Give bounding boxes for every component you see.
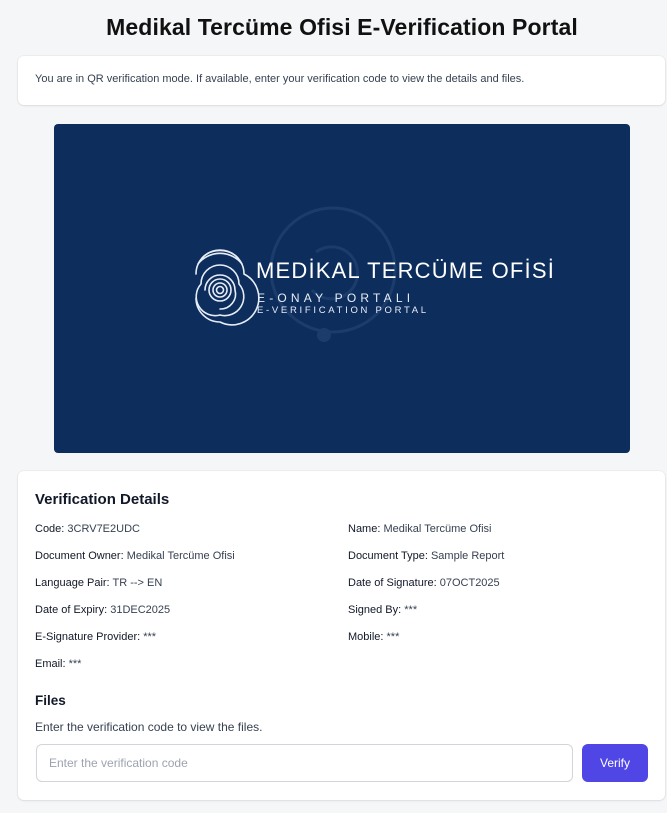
brand-name: MEDİKAL TERCÜME OFİSİ xyxy=(256,258,556,283)
field-document-owner xyxy=(35,550,235,562)
field-mobile xyxy=(348,631,399,643)
brand-subtitle-en: E-VERIFICATION PORTAL xyxy=(257,305,429,316)
field-value: *** xyxy=(404,604,418,616)
field-value: 3CRV7E2UDC xyxy=(67,523,140,535)
field-label: Code: xyxy=(35,523,65,535)
field-label: Date of Expiry: xyxy=(35,604,108,616)
field-code xyxy=(35,523,140,535)
field-document-type xyxy=(348,550,504,562)
field-label: E-Signature Provider: xyxy=(35,631,141,643)
field-signed-by xyxy=(348,604,417,616)
field-date-of-signature xyxy=(348,577,500,589)
field-value: 31DEC2025 xyxy=(110,604,171,616)
field-value: Medikal Tercüme Ofisi xyxy=(126,550,235,562)
field-label: Document Type: xyxy=(348,550,428,562)
qr-mode-notice xyxy=(18,56,665,105)
field-label: Signed By: xyxy=(348,604,402,616)
field-value: *** xyxy=(68,658,82,670)
field-label: Mobile: xyxy=(348,631,384,643)
field-date-of-expiry xyxy=(35,604,170,616)
field-email xyxy=(35,658,81,670)
files-title: Files xyxy=(35,693,66,708)
brand-subtitle-tr: E-ONAY PORTALI xyxy=(257,291,415,305)
field-label: Date of Signature: xyxy=(348,577,437,589)
field-label: Name: xyxy=(348,523,381,535)
field-value: Medikal Tercüme Ofisi xyxy=(383,523,492,535)
verification-code-input[interactable] xyxy=(36,744,573,782)
field-label: Language Pair: xyxy=(35,577,110,589)
page-title: Medikal Tercüme Ofisi E-Verification Portal xyxy=(106,14,578,40)
field-value: *** xyxy=(143,631,157,643)
verify-button[interactable]: Verify xyxy=(582,744,648,782)
field-name xyxy=(348,523,491,535)
verification-details-card xyxy=(18,471,665,800)
field-value: 07OCT2025 xyxy=(439,577,500,589)
field-language-pair xyxy=(35,577,162,589)
files-hint: Enter the verification code to view the files. xyxy=(35,720,263,734)
field-e-signature-provider xyxy=(35,631,156,643)
banner-graphics xyxy=(54,124,630,453)
fingerprint-icon xyxy=(196,250,259,325)
notice-text: You are in QR verification mode. If available, enter your verification code to view the details and files. xyxy=(35,73,525,85)
field-label: Email: xyxy=(35,658,66,670)
verification-details-title: Verification Details xyxy=(35,491,170,508)
portal-banner xyxy=(54,124,630,453)
field-value: Sample Report xyxy=(430,550,505,562)
field-value: TR --> EN xyxy=(112,577,163,589)
field-label: Document Owner: xyxy=(35,550,124,562)
field-value: *** xyxy=(386,631,400,643)
